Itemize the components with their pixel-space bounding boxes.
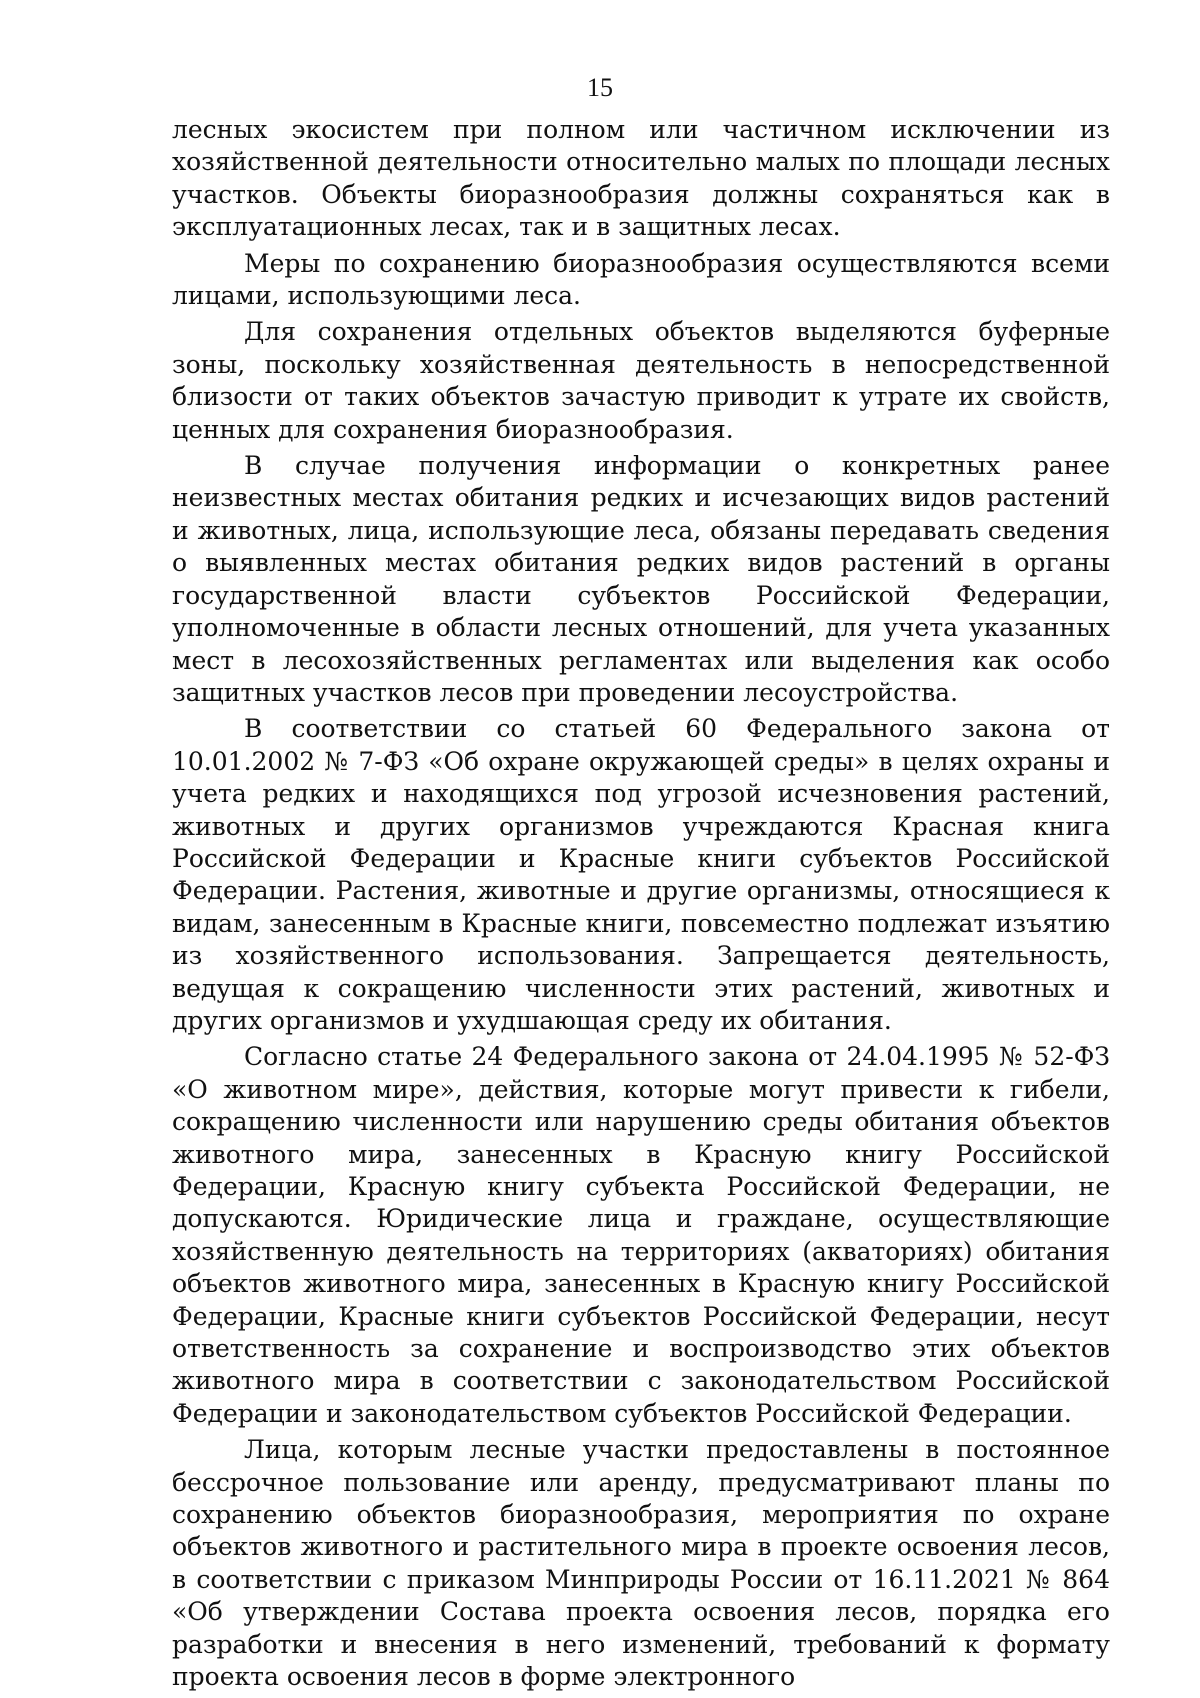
paragraph-biodiversity-measures: Меры по сохранению биоразнообразия осуществляются всеми лицами, использующими леса. xyxy=(172,248,1110,311)
paragraph-red-book-law-7fz: В соответствии со статьей 60 Федерального закона от 10.01.2002 № 7-ФЗ «Об охране окружающей среды» в целях охраны и учета редких и находящихся под угрозой исчезновения растений, животных и других организмов учреждаются Красная книга Российской Федерации и Красные книги субъектов Российской Федерации. Растения, животные и другие организмы, относящиеся к видам, занесенным в Красные книги, повсеместно подлежат изъятию из хозяйственного использования. Запрещается деятельность, ведущая к сокращению численности этих растений, животных и других организмов и ухудшающая среду их обитания. xyxy=(172,714,1110,1035)
paragraph-buffer-zones: Для сохранения отдельных объектов выделяются буферные зоны, поскольку хозяйственная деятельность в непосредственной близости от таких объектов зачастую приводит к утрате их свойств, ценных для сохранения биоразнообразия. xyxy=(172,317,1110,444)
paragraph-animal-world-law-52fz: Согласно статье 24 Федерального закона от 24.04.1995 № 52-ФЗ «О животном мире», действия, которые могут привести к гибели, сокращению численности или нарушению среды обитания объектов животного мира, занесенных в Красную книгу Российской Федерации, Красную книгу субъекта Российской Федерации, не допускаются. Юридические лица и граждане, осуществляющие хозяйственную деятельность на территориях (акваториях) обитания объектов животного мира, занесенных в Красную книгу Российской Федерации, Красные книги субъектов Российской Федерации, несут ответственность за сохранение и воспроизводство этих объектов животного мира в соответствии с законодательством Российской Федерации и законодательством субъектов Российской Федерации. xyxy=(172,1042,1110,1428)
paragraph-forest-development-project: Лица, которым лесные участки предоставлены в постоянное бессрочное пользование или аренду, предусматривают планы по сохранению объектов биоразнообразия, мероприятия по охране объектов животного и растительного мира в проекте освоения лесов, в соответствии с приказом Минприроды России от 16.11.2021 № 864 «Об утверждении Состава проекта освоения лесов, порядка его разработки и внесения в него изменений, требований к формату проекта освоения лесов в форме электронного xyxy=(172,1435,1110,1692)
page-number: 15 xyxy=(587,73,613,102)
paragraph-rare-species-info: В случае получения информации о конкретных ранее неизвестных местах обитания редких и исчезающих видов растений и животных, лица, использующие леса, обязаны передавать сведения о выявленных местах обитания редких видов растений в органы государственной власти субъектов Российской Федерации, уполномоченные в области лесных отношений, для учета указанных мест в лесохозяйственных регламентах или выделения как особо защитных участков лесов при проведении лесоустройства. xyxy=(172,451,1110,707)
paragraph-continuation: лесных экосистем при полном или частичном исключении из хозяйственной деятельности относительно малых по площади лесных участков. Объекты биоразнообразия должны сохраняться как в эксплуатационных лесах, так и в защитных лесах. xyxy=(172,115,1110,242)
document-body xyxy=(172,114,1110,1698)
